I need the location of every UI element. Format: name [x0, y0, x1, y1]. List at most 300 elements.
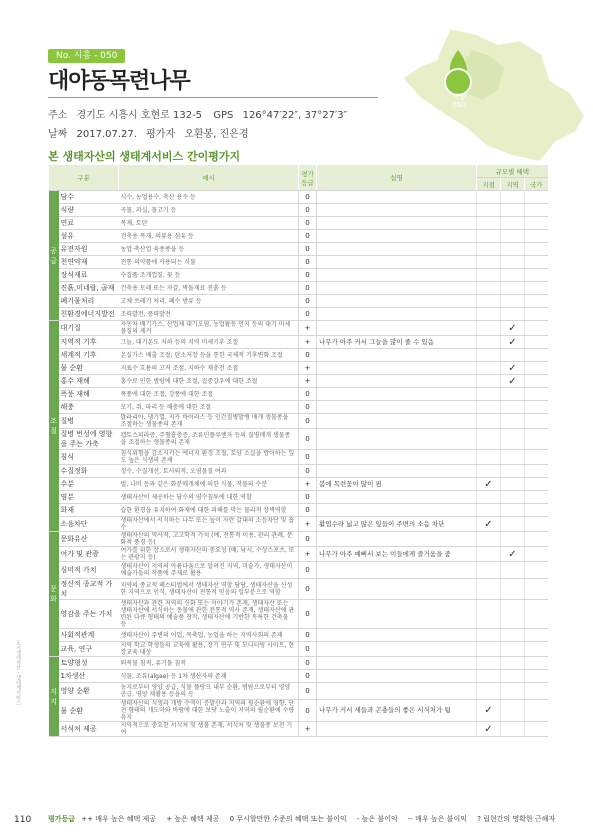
service-name: 질병 [59, 414, 119, 429]
rating-value: 0 [299, 295, 317, 308]
service-name: 식량 [59, 204, 119, 217]
service-name: 화재 [59, 504, 119, 517]
service-description [317, 579, 477, 600]
service-example: 생태자산에서 서식하는 나무 또는 높이 자란 갈대의 소음차단 및 흡수 [119, 517, 299, 532]
service-description [317, 414, 477, 429]
rating-value: 0 [299, 600, 317, 629]
scope-national-check [525, 562, 548, 579]
scope-regional-check [501, 642, 525, 657]
service-example: 퇴적물 침적, 유기물 침적 [119, 657, 299, 670]
service-description [317, 532, 477, 547]
table-row [49, 478, 548, 491]
scope-local-check: ✓ [477, 478, 501, 491]
service-example: 정수, 수질개선, 토사퇴적, 오염물질 여과 [119, 465, 299, 478]
scope-local-check [477, 465, 501, 478]
service-name: 수분 [59, 478, 119, 491]
rating-value: + [299, 547, 317, 562]
service-description [317, 230, 477, 243]
table-row [49, 670, 548, 683]
service-description [317, 204, 477, 217]
service-name: 천연약재 [59, 256, 119, 269]
service-description [317, 191, 477, 204]
service-description [317, 504, 477, 517]
scope-national-check [525, 722, 548, 737]
service-description [317, 562, 477, 579]
rating-value: 0 [299, 504, 317, 517]
table-row [49, 204, 548, 217]
scope-local-check [477, 547, 501, 562]
table-row [49, 243, 548, 256]
table-row [49, 336, 548, 349]
table-row [49, 308, 548, 321]
service-example: 생태자산과 관련 지역의 신화 또는 이야기가 존재, 생태자산 또는 생태자산에 서식하는 동물에 관한 전통적 역사 존재, 생태자산에 관련된 다큐 형태의 예술품 창작, 생태자산에 기반한 독특한 건축물 등 [119, 600, 299, 629]
scope-regional-check [501, 700, 525, 722]
scope-regional-check [501, 269, 525, 282]
scope-local-check [477, 321, 501, 336]
scope-local-check [477, 532, 501, 547]
service-name: 염분 [59, 491, 119, 504]
scope-regional-check [501, 282, 525, 295]
service-name: 소음차단 [59, 517, 119, 532]
scope-local-check [477, 336, 501, 349]
map-region: 시흥 [452, 93, 466, 101]
service-description [317, 388, 477, 401]
service-description: 나무가 아주 커서 그늘을 많이 줄 수 있음 [317, 336, 477, 349]
table-row [49, 321, 548, 336]
service-example: 곡물, 과실, 물고기 등 [119, 204, 299, 217]
service-name: 폐기물처리 [59, 295, 119, 308]
service-description [317, 217, 477, 230]
scope-national-check [525, 308, 548, 321]
scope-national-check [525, 504, 548, 517]
service-name: 수질정화 [59, 465, 119, 478]
service-description: 나무가 아주 예뻐서 보는 이들에게 즐거움을 줌 [317, 547, 477, 562]
rating-value: + [299, 362, 317, 375]
scope-regional-check [501, 579, 525, 600]
table-row [49, 401, 548, 414]
scope-national-check [525, 491, 548, 504]
scope-local-check [477, 308, 501, 321]
table-row [49, 191, 548, 204]
scope-local-check: ✓ [477, 700, 501, 722]
region-map [380, 20, 593, 170]
scope-regional-check [501, 204, 525, 217]
service-name: 세계적 기후 [59, 349, 119, 362]
service-description: 봄에 목련꽃이 많이 핌 [317, 478, 477, 491]
scope-national-check [525, 375, 548, 388]
scope-regional-check [501, 429, 525, 450]
scope-local-check [477, 657, 501, 670]
gps-label: GPS [213, 110, 234, 121]
service-description [317, 321, 477, 336]
rating-value: 0 [299, 629, 317, 642]
service-example: 캡토스피라증, 주혈흡충증, 조류인플루엔자 등의 질병매개 생물종을 조절하는 생물종의 존재 [119, 429, 299, 450]
scope-national-check [525, 217, 548, 230]
service-example: 생태자산이 지역의 아름다움으로 알려진 지역, 미술가, 생태자산이 예술가들의 작품에 주제로 활용 [119, 562, 299, 579]
group-label-cultural: 문화 [49, 532, 59, 657]
evaluator-value: 오환봉, 진은경 [184, 129, 249, 140]
table-row [49, 465, 548, 478]
group-label-regulating: 조절 [49, 321, 59, 532]
rating-value: 0 [299, 562, 317, 579]
scope-local-check: ✓ [477, 517, 501, 532]
scope-local-check [477, 670, 501, 683]
region-map-shape [380, 20, 593, 170]
scope-regional-check [501, 600, 525, 629]
table-row [49, 504, 548, 517]
scope-regional-check [501, 670, 525, 683]
service-example: 생태자산의 식생과 개방 수역이 증발산과 지역의 필순환에 영향, 단천 형태의 개도마와 바람에 대한 보닷 노출이 지역의 필순환에 수량 유지 [119, 700, 299, 722]
scope-regional-check [501, 308, 525, 321]
rating-value: 0 [299, 532, 317, 547]
scope-local-check [477, 562, 501, 579]
rating-value: 0 [299, 388, 317, 401]
scope-local-check [477, 204, 501, 217]
service-example: 홍수로 인한 범람에 대한 조절, 집중강우에 대한 조절 [119, 375, 299, 388]
service-example: 농지로부터 영양 공급, 식물 플랑크 내부 순환, 범람으로부터 영양공급, 영양 재활용 등을의 등 [119, 683, 299, 700]
scope-national-check [525, 657, 548, 670]
service-name: 섬유 [59, 230, 119, 243]
service-example: 농업·축산업 육종종을 등 [119, 243, 299, 256]
legend-item: 0 무시할만한 수준의 혜택 또는 불이익 [229, 815, 347, 823]
header-rating: 평가등급 [299, 165, 317, 191]
rating-value: 0 [299, 230, 317, 243]
scope-regional-check [501, 683, 525, 700]
rating-value: 0 [299, 401, 317, 414]
table-row [49, 269, 548, 282]
table-row [49, 429, 548, 450]
rating-value: 0 [299, 256, 317, 269]
service-description [317, 269, 477, 282]
scope-local-check [477, 217, 501, 230]
table-row [49, 562, 548, 579]
scope-regional-check [501, 191, 525, 204]
service-example: 지역의 종교적 페스티벌에서 생태자산 역할 담당, 생태자산을 신성한 지역으로 인식, 생태자산이 전통적 믿음의 일부분으로 역할 [119, 579, 299, 600]
scope-regional-check: ✓ [501, 321, 525, 336]
scope-local-check [477, 491, 501, 504]
page-title: 대야동목련나무 [48, 69, 190, 94]
scope-national-check [525, 450, 548, 465]
scope-local-check [477, 362, 501, 375]
legend-item: ++ 매우 높은 혜택 제공 [81, 815, 157, 823]
table-row [49, 517, 548, 532]
service-description [317, 401, 477, 414]
date-value: 2017.07.27. [76, 129, 137, 140]
rating-legend [48, 814, 563, 824]
scope-local-check [477, 504, 501, 517]
service-description [317, 429, 477, 450]
scope-regional-check [501, 491, 525, 504]
scope-regional-check [501, 657, 525, 670]
service-name: 유전자원 [59, 243, 119, 256]
rating-value: + [299, 722, 317, 737]
scope-local-check [477, 642, 501, 657]
header-description: 설명 [317, 165, 477, 191]
table-row [49, 450, 548, 465]
group-label-provisioning: 공급 [49, 191, 59, 321]
scope-regional-check: ✓ [501, 375, 525, 388]
scope-local-check [477, 295, 501, 308]
service-example: 폭풍에 대한 조절, 강풍에 대한 조절 [119, 388, 299, 401]
scope-national-check [525, 191, 548, 204]
rating-value: 0 [299, 217, 317, 230]
service-description [317, 600, 477, 629]
scope-national-check [525, 269, 548, 282]
service-name: 정신적 종교적 가치 [59, 579, 119, 600]
map-code: 050 [452, 101, 466, 109]
table-row [49, 414, 548, 429]
service-example: 전통 의약품에 사용되는 식물 [119, 256, 299, 269]
service-example: 생태자산이 제공하는 담수의 염수침투에 대한 역할 [119, 491, 299, 504]
scope-regional-check [501, 517, 525, 532]
table-row [49, 683, 548, 700]
address-label: 주소 [48, 110, 68, 121]
service-name: 장식재료 [59, 269, 119, 282]
service-description [317, 722, 477, 737]
scope-regional-check [501, 256, 525, 269]
service-example: 생태자산의 역사적, 고고학적 가치 (예, 전통적 이용, 관리 관례, 문화적 풍경 등) [119, 532, 299, 547]
table-row [49, 722, 548, 737]
rating-value: 0 [299, 579, 317, 600]
service-name: 폭풍 재해 [59, 388, 119, 401]
scope-regional-check [501, 295, 525, 308]
header-example: 예시 [119, 165, 299, 191]
rating-value: 0 [299, 429, 317, 450]
service-description [317, 308, 477, 321]
title-divider [48, 97, 378, 98]
scope-national-check [525, 295, 548, 308]
table-row [49, 362, 548, 375]
scope-national-check [525, 230, 548, 243]
service-example: 지역적으로 중요한 서식처 및 생물 존재, 서식처 및 생물종 보전 기여 [119, 722, 299, 737]
service-example: 지역 학교 학생들의 교육에 활용, 장기 연구 및 모니터링 사이트, 현장교육 대상 [119, 642, 299, 657]
scope-local-check [477, 349, 501, 362]
asset-id-badge: No. 시흥 - 050 [48, 49, 125, 63]
service-description [317, 282, 477, 295]
scope-local-check [477, 191, 501, 204]
table-row [49, 375, 548, 388]
scope-national-check [525, 478, 548, 491]
scope-local-check [477, 282, 501, 295]
service-name: 영감을 주는 가치 [59, 600, 119, 629]
date-label: 날짜 [48, 129, 68, 140]
service-name: 질병 번성에 영향을 주는 가축 [59, 429, 119, 450]
scope-local-check [477, 243, 501, 256]
scope-national-check [525, 600, 548, 629]
rating-value: 0 [299, 700, 317, 722]
rating-value: 0 [299, 465, 317, 478]
evaluator-label: 평가자 [146, 129, 176, 140]
gps-value: 126°47′22″, 37°27′3″ [242, 110, 348, 121]
service-example: 지표수 흐름의 고저 조절, 지하수 재충전 조절 [119, 362, 299, 375]
scope-regional-check [501, 243, 525, 256]
rating-value: + [299, 478, 317, 491]
scope-national-check [525, 629, 548, 642]
scope-local-check [477, 256, 501, 269]
service-description [317, 491, 477, 504]
service-name: 토양형성 [59, 657, 119, 670]
table-row [49, 532, 548, 547]
service-example: 생태자산이 주변의 어업, 목축업, 농업을 하는 지역사회의 존재 [119, 629, 299, 642]
scope-national-check [525, 532, 548, 547]
service-example: 여가를 위한 장소로서 생태자산의 중요성 (예, 낚시, 수상스포츠, 또는 관광지 등) [119, 547, 299, 562]
service-example: 그늘, 대기온도 저하 등의 지역 미세기후 조절 [119, 336, 299, 349]
service-description: 활엽수라 넓고 많은 잎들이 주변의 소음 차단 [317, 517, 477, 532]
scope-national-check [525, 388, 548, 401]
scope-regional-check [501, 401, 525, 414]
rating-value: 0 [299, 308, 317, 321]
scope-local-check [477, 683, 501, 700]
service-name: 진흙,미네랄, 골재 [59, 282, 119, 295]
scope-national-check [525, 683, 548, 700]
legend-item: - 높은 불이익 [356, 815, 398, 823]
rating-value: 0 [299, 243, 317, 256]
scope-local-check [477, 269, 501, 282]
service-name: 여가 및 관광 [59, 547, 119, 562]
rating-value: 0 [299, 282, 317, 295]
table-row [49, 388, 548, 401]
scope-national-check [525, 414, 548, 429]
header-scope-regional: 지역 [501, 178, 525, 191]
service-description [317, 362, 477, 375]
rating-value: 0 [299, 657, 317, 670]
table-row [49, 600, 548, 629]
service-description [317, 450, 477, 465]
scope-local-check [477, 388, 501, 401]
service-description [317, 465, 477, 478]
group-label-supporting: 지지 [49, 657, 59, 737]
header-scope-national: 국가 [525, 178, 548, 191]
scope-regional-check [501, 465, 525, 478]
table-row [49, 295, 548, 308]
service-example: 고체 쓰레기 처리, 폐수 방류 등 [119, 295, 299, 308]
service-example: 식수, 농업용수, 축산 용수 등 [119, 191, 299, 204]
scope-national-check [525, 579, 548, 600]
scope-regional-check [501, 629, 525, 642]
scope-regional-check [501, 388, 525, 401]
scope-local-check [477, 401, 501, 414]
service-description [317, 642, 477, 657]
service-name: 1차생산 [59, 670, 119, 683]
scope-regional-check [501, 478, 525, 491]
scope-national-check [525, 362, 548, 375]
table-row [49, 282, 548, 295]
table-row [49, 491, 548, 504]
rating-value: 0 [299, 450, 317, 465]
service-description [317, 629, 477, 642]
table-row [49, 349, 548, 362]
service-name: 문화유산 [59, 532, 119, 547]
service-example: 말라리아, 댕기열, 지카 바이러스 등 인간질병발병 매개 생물종을 조절하는 생물종의 존재 [119, 414, 299, 429]
service-example: 건축용 목재, 의류용 섬유 등 [119, 230, 299, 243]
rating-value: 0 [299, 670, 317, 683]
rating-value: 0 [299, 414, 317, 429]
scope-local-check [477, 414, 501, 429]
rating-value: 0 [299, 349, 317, 362]
scope-regional-check [501, 504, 525, 517]
scope-regional-check [501, 230, 525, 243]
scope-regional-check [501, 349, 525, 362]
service-description [317, 295, 477, 308]
map-pin-label [448, 93, 470, 109]
scope-local-check [477, 629, 501, 642]
table-row [49, 230, 548, 243]
service-description: 나무가 커서 새들과 곤충들의 좋은 서식처가 됨 [317, 700, 477, 722]
service-name: 해충 [59, 401, 119, 414]
table-row [49, 642, 548, 657]
scope-local-check [477, 579, 501, 600]
scope-national-check [525, 517, 548, 532]
rating-value: 0 [299, 491, 317, 504]
service-name: 심미적 가치 [59, 562, 119, 579]
table-row [49, 547, 548, 562]
rating-value: 0 [299, 269, 317, 282]
rating-value: + [299, 321, 317, 336]
rating-value: + [299, 375, 317, 388]
service-name: 사회적관계 [59, 629, 119, 642]
scope-regional-check: ✓ [501, 336, 525, 349]
rating-value: 0 [299, 191, 317, 204]
date-line [48, 125, 249, 140]
ecosystem-service-table [48, 165, 548, 737]
scope-local-check [477, 375, 501, 388]
service-example: 온실가스 배출 조절; 탄소저장 등을 통한 국제적 기후변화 조절 [119, 349, 299, 362]
service-name: 침식 [59, 450, 119, 465]
service-name: 지역적 기후 [59, 336, 119, 349]
scope-local-check [477, 230, 501, 243]
table-row [49, 657, 548, 670]
scope-national-check [525, 670, 548, 683]
header-scope: 규모별 혜택 [477, 165, 548, 178]
rating-value: + [299, 336, 317, 349]
rating-value: 0 [299, 204, 317, 217]
page-number: 110 [14, 815, 32, 825]
service-name: 물 순환 [59, 362, 119, 375]
scope-national-check [525, 465, 548, 478]
service-name: 교육, 연구 [59, 642, 119, 657]
scope-national-check [525, 321, 548, 336]
service-example: 목재, 토탄 [119, 217, 299, 230]
scope-national-check [525, 256, 548, 269]
service-example: 벌, 나비 등과 같은 화분매개체에 의한 식물, 작물의 수분 [119, 478, 299, 491]
service-name: 연료 [59, 217, 119, 230]
scope-national-check [525, 204, 548, 217]
table-row [49, 629, 548, 642]
service-example: 습한 환경을 유지하여 화재에 대한 피해를 막는 물리적 장벽역할 [119, 504, 299, 517]
scope-regional-check [501, 532, 525, 547]
service-example: 수집품·조개껍질, 꽃 등 [119, 269, 299, 282]
table-row [49, 256, 548, 269]
service-description [317, 375, 477, 388]
rating-value: + [299, 517, 317, 532]
scope-local-check: ✓ [477, 722, 501, 737]
service-description [317, 657, 477, 670]
legend-item: ? 립현간의 명확한 근해자 [477, 815, 556, 823]
section-title: 본 생태자산의 생태계서비스 간이평가지 [48, 150, 241, 163]
scope-regional-check: ✓ [501, 547, 525, 562]
scope-national-check [525, 429, 548, 450]
service-description [317, 256, 477, 269]
header-category: 구분 [49, 165, 119, 191]
scope-regional-check [501, 562, 525, 579]
legend-item: -- 매우 높은 불이익 [407, 815, 467, 823]
rating-value: 0 [299, 683, 317, 700]
service-description [317, 349, 477, 362]
service-example: 자동차 배기가스, 산업체 대기오염, 농업활동 먼지 등의 대기 미세물질의 제거 [119, 321, 299, 336]
service-name: 홍수 재해 [59, 375, 119, 388]
table-row [49, 217, 548, 230]
scope-regional-check [501, 414, 525, 429]
